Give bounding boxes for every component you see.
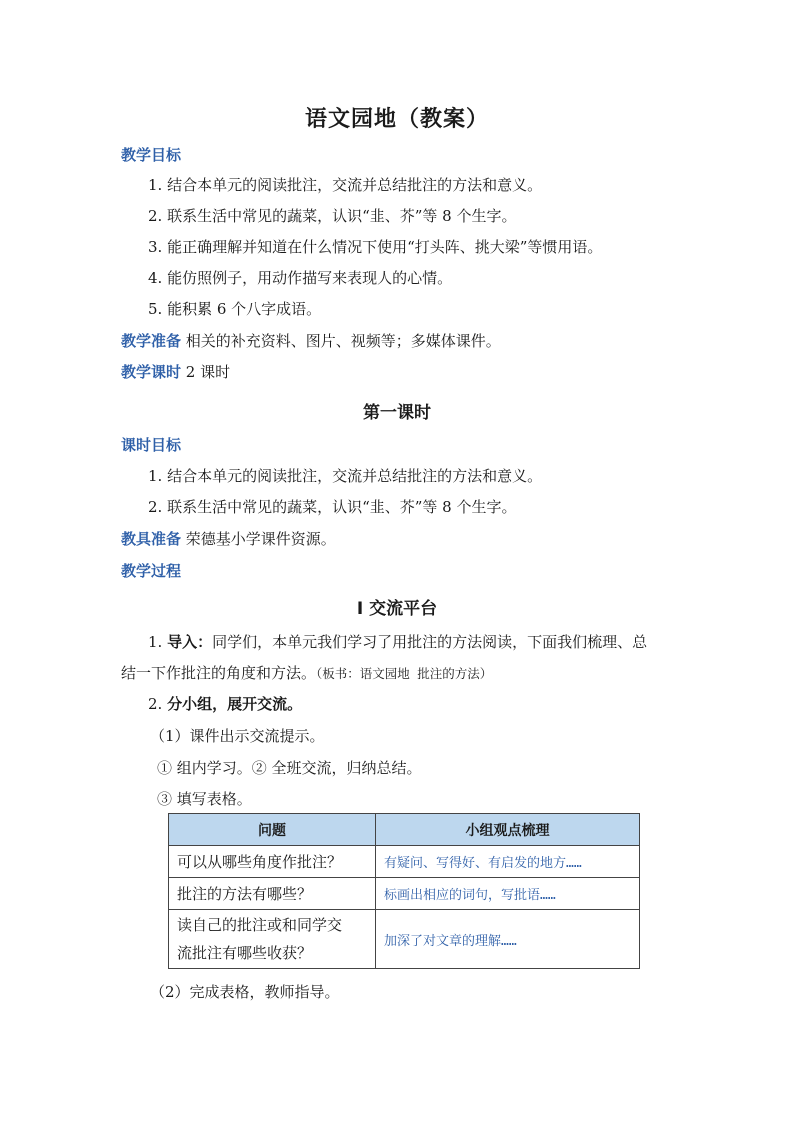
step1-line [148, 632, 647, 652]
lesson-goal-item: 1. 结合本单元的阅读批注，交流并总结批注的方法和意义。 [148, 467, 543, 485]
table-row [169, 910, 640, 969]
step2-number: 2. [148, 695, 163, 713]
step1-line2 [121, 663, 492, 684]
sub-item-1: （1）课件出示交流提示。 [150, 727, 325, 745]
hours-text: 2 课时 [185, 363, 231, 381]
step1-text: 同学们，本单元我们学习了用批注的方法阅读，下面我们梳理、总 [212, 633, 648, 651]
table-cell-answer: 有疑问、写得好、有启发的地方…… [376, 846, 640, 878]
lesson-goal-item: 2. 联系生活中常见的蔬菜，认识“韭、芥”等 8 个生字。 [148, 498, 517, 516]
table-header-summary: 小组观点梳理 [376, 814, 640, 846]
sub-item-1b: ③ 填写表格。 [157, 790, 252, 808]
objective-item: 2. 联系生活中常见的蔬菜，认识“韭、芥”等 8 个生字。 [148, 207, 517, 225]
lesson-goals-label: 课时目标 [121, 436, 182, 454]
table-header-question: 问题 [169, 814, 376, 846]
step1-text2: 结一下作批注的角度和方法。 [121, 664, 317, 682]
step2-bold: 分小组，展开交流。 [167, 695, 303, 713]
hours-label: 教学课时 [121, 363, 182, 381]
step1-bold: 导入： [167, 633, 213, 651]
objective-item: 4. 能仿照例子，用动作描写来表现人的心情。 [148, 269, 453, 287]
sub-item-1a: ① 组内学习。② 全班交流，归纳总结。 [157, 759, 422, 777]
tools-label: 教具准备 [121, 530, 182, 548]
objective-item: 1. 结合本单元的阅读批注，交流并总结批注的方法和意义。 [148, 176, 543, 194]
table-header-row [169, 814, 640, 846]
table-cell-question: 批注的方法有哪些？ [169, 878, 376, 910]
table-row [169, 878, 640, 910]
table-cell-answer: 标画出相应的词句，写批语…… [376, 878, 640, 910]
table-cell-question: 可以从哪些角度作批注？ [169, 846, 376, 878]
table-cell-answer: 加深了对文章的理解…… [376, 910, 640, 969]
page-title: 语文园地（教案） [304, 107, 489, 132]
step2-line [148, 694, 302, 714]
table-cell-question-line1: 读自己的批注或和同学交 [177, 916, 343, 934]
step1-note: （板书：语文园地 批注的方法） [316, 666, 493, 681]
objectives-label: 教学目标 [121, 146, 182, 164]
process-label: 教学过程 [121, 562, 182, 580]
discussion-table [168, 813, 640, 969]
lesson-title: 第一课时 [363, 403, 431, 423]
table-cell-question-line2: 流批注有哪些收获？ [177, 944, 313, 962]
preparation-label: 教学准备 [121, 332, 182, 350]
preparation-line [121, 331, 501, 351]
table-row [169, 846, 640, 878]
tools-line [121, 529, 336, 549]
hours-line [121, 362, 230, 382]
step1-number: 1. [148, 633, 163, 651]
preparation-text: 相关的补充资料、图片、视频等；多媒体课件。 [185, 332, 501, 350]
table-cell-question [169, 910, 376, 969]
sub-item-2: （2）完成表格，教师指导。 [150, 983, 340, 1001]
section-title: Ⅰ 交流平台 [356, 599, 438, 619]
objective-item: 5. 能积累 6 个八字成语。 [148, 300, 322, 318]
tools-text: 荣德基小学课件资源。 [185, 530, 336, 548]
objective-item: 3. 能正确理解并知道在什么情况下使用“打头阵、挑大梁”等惯用语。 [148, 238, 603, 256]
